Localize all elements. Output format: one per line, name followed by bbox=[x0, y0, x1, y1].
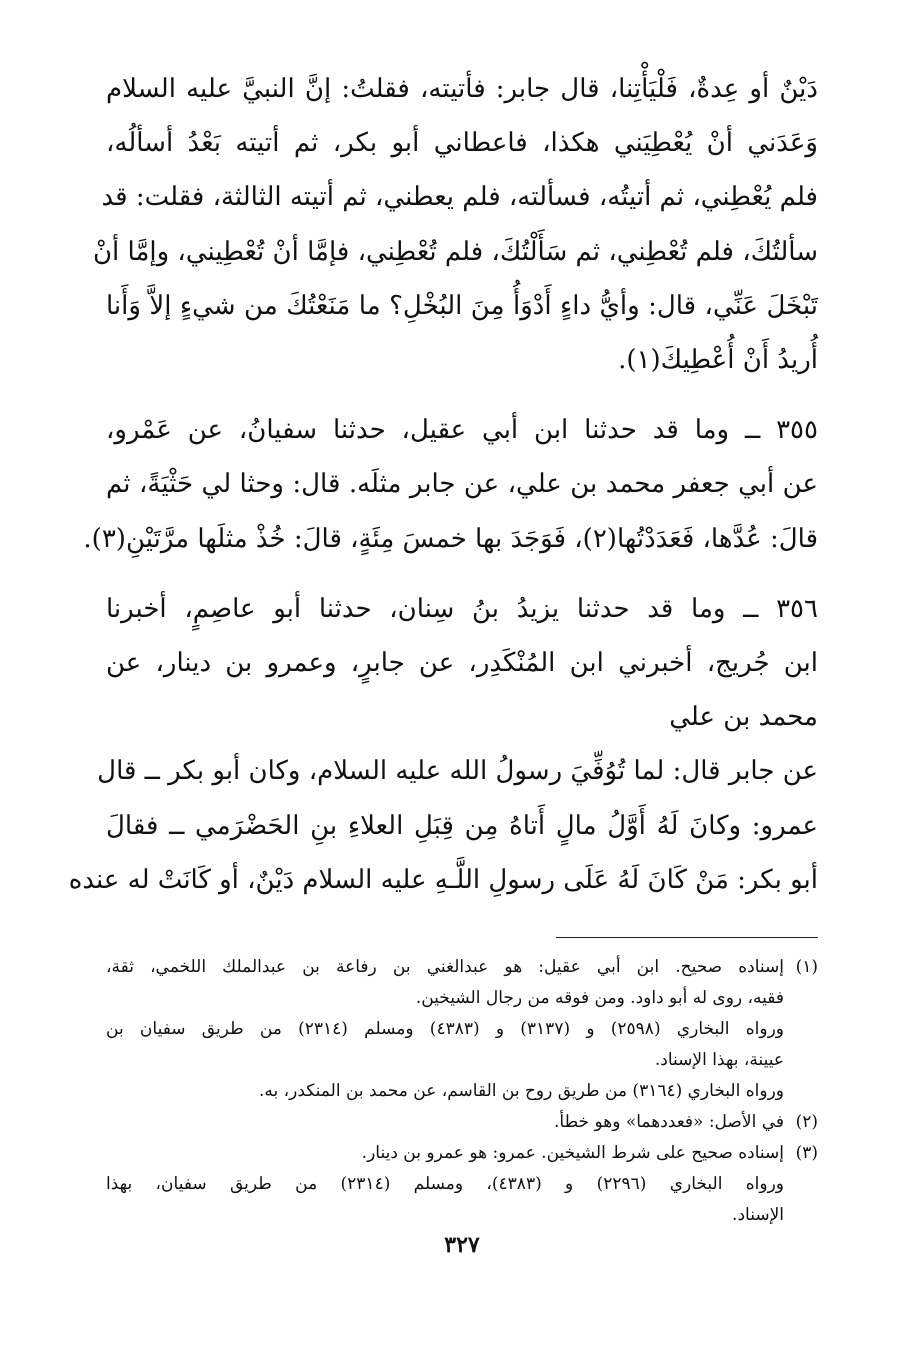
text-line: أُريدُ أَنْ أُعْطِيكَ(١). bbox=[618, 345, 818, 376]
text-line: محمد بن علي bbox=[669, 702, 818, 733]
text-line: عن أبي جعفر محمد بن علي، عن جابر مثلَه. قال: وحثا لي حَثْيَةً، ثم bbox=[106, 469, 818, 500]
text-line: وَعَدَني أنْ يُعْطِيَني هكذا، فاعطاني أبو بكر، ثم أتيته بَعْدُ أسألُه، bbox=[106, 128, 818, 159]
text-line: سألتُكَ، فلم تُعْطِني، ثم سَأَلْتُكَ، فلم تُعْطِني، فإمَّا أنْ تُعْطِيني، وإمَّا أنْ bbox=[92, 236, 818, 267]
text-line: أبو بكر: مَنْ كَانَ لَهُ عَلَى رسولِ اللَّـهِ عليه السلام دَيْنٌ، أو كَانَتْ له عنده bbox=[68, 864, 818, 895]
footnote-3: (٣)إسناده صحيح على شرط الشيخين. عمرو: هو عمرو بن دينار. bbox=[106, 1138, 818, 1169]
footnote-line: ورواه البخاري (٢٥٩٨) و (٣١٣٧) و (٤٣٨٣) ومسلم (٢٣١٤) من طريق سفيان بن bbox=[106, 1019, 784, 1040]
text-line: ٣٥٥ ــ وما قد حدثنا ابن أبي عقيل، حدثنا سفيانُ، عن عَمْرو، bbox=[106, 415, 818, 446]
text-line: فلم يُعْطِني، ثم أتيتُه، فسألته، فلم يعطني، ثم أتيته الثالثة، فقلت: قد bbox=[101, 182, 818, 213]
footnote-number: (١) bbox=[795, 957, 818, 978]
footnote-line: ورواه البخاري (٢٢٩٦) و (٤٣٨٣)، ومسلم (٢٣١٤) من طريق سفيان، بهذا bbox=[106, 1174, 785, 1195]
text-line: عمرو: وكانَ لَهُ أَوَّلُ مالٍ أَتاهُ مِن قِبَلِ العلاءِ بنِ الحَضْرَمي ــ فقالَ bbox=[106, 810, 818, 841]
footnote-line: الإسناد. bbox=[732, 1205, 784, 1226]
text-line: ٣٥٦ ــ وما قد حدثنا يزيدُ بنُ سِنان، حدثنا أبو عاصِمٍ، أخبرنا bbox=[106, 593, 818, 624]
footnote-line: عيينة، بهذا الإسناد. bbox=[654, 1050, 784, 1071]
footnote-number: (٢) bbox=[795, 1112, 818, 1133]
text-line: تَبْخَلَ عَنِّي، قال: وأيُّ داءٍ أَدْوَأُ مِنَ البُخْلِ؟ ما مَنَعْتُكَ من شيءٍ إلاَّ وَأَنا bbox=[106, 290, 818, 321]
paragraph-continuation bbox=[92, 62, 818, 387]
page-content bbox=[68, 62, 818, 1231]
footnote-number: (٣) bbox=[795, 1143, 818, 1164]
footnote-line: فقيه، روى له أبو داود. ومن فوقه من رجال الشيخين. bbox=[415, 988, 784, 1009]
hadith-356 bbox=[68, 582, 818, 907]
footnote-2: (٢)في الأصل: «فعددهما» وهو خطأ. bbox=[106, 1107, 818, 1138]
footnotes bbox=[106, 952, 818, 1231]
footnote-line: ورواه البخاري (٣١٦٤) من طريق روح بن القاسم، عن محمد بن المنكدر، به. bbox=[259, 1081, 784, 1102]
text-line: قالَ: عُدَّها، فَعَدَدْتُها(٢)، فَوَجَدَ بها خمسَ مِئَةٍ، قالَ: خُذْ مثلَها مرَّتَيْنِ(٣). bbox=[83, 523, 818, 554]
footnote-1: (١)إسناده صحيح. ابن أبي عقيل: هو عبدالغني بن رفاعة بن عبدالملك اللخمي، ثقة، bbox=[106, 952, 818, 983]
text-line: عن جابر قال: لما تُوُفِّيَ رسولُ الله عليه السلام، وكان أبو بكر ــ قال bbox=[97, 756, 818, 787]
footnote-separator bbox=[556, 937, 818, 938]
text-line: دَيْنٌ أو عِدةٌ، فَلْيَأْتِنا، قال جابر: فأتيته، فقلتُ: إنَّ النبيَّ عليه السلام bbox=[106, 74, 818, 104]
page-number: ٣٢٧ bbox=[444, 1232, 480, 1258]
hadith-355 bbox=[83, 403, 818, 566]
text-line: ابن جُريج، أخبرني ابن المُنْكَدِر، عن جابرٍ، وعمرو بن دينار، عن bbox=[106, 648, 818, 679]
